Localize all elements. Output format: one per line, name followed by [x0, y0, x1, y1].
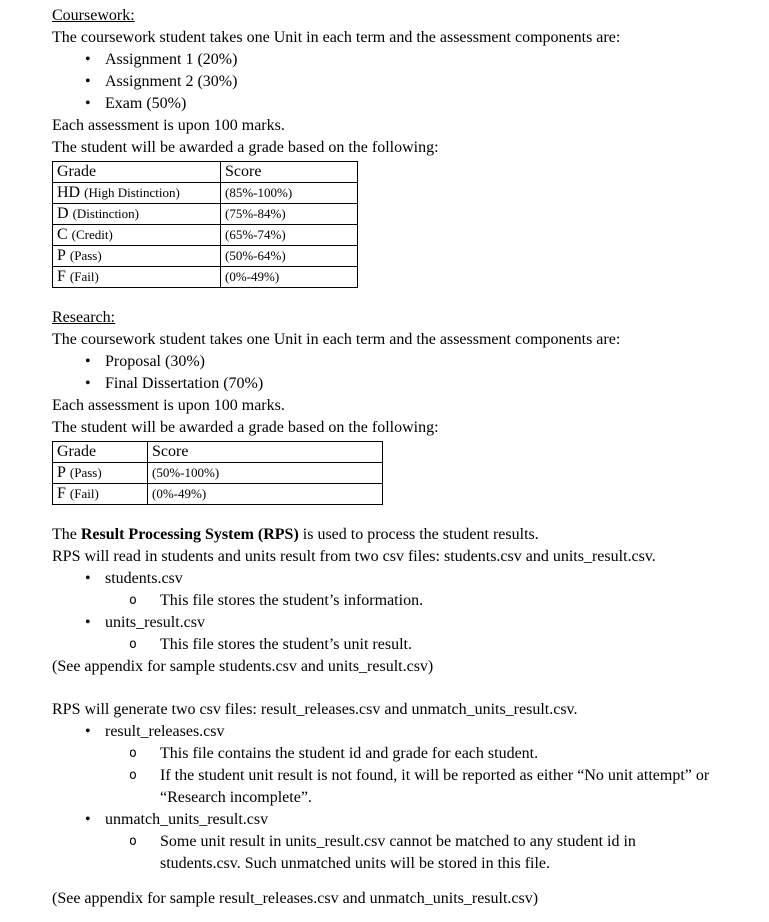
rps-output-files-list [52, 721, 714, 875]
grade-label: (Pass) [69, 465, 102, 480]
score-column-header: Score [148, 442, 383, 463]
file-detail [52, 590, 714, 612]
file-detail [52, 743, 714, 765]
grade-label: (Credit) [71, 227, 113, 242]
research-grade-intro: The student will be awarded a grade based on the following: [52, 419, 439, 436]
file-item [52, 721, 714, 743]
grade-label: (High Distinction) [84, 185, 180, 200]
file-item [52, 809, 714, 831]
coursework-section [52, 5, 714, 288]
file-name: • result_releases.csv [105, 723, 225, 740]
file-name: • unmatch_units_result.csv [105, 811, 269, 828]
grade-label: (Pass) [69, 248, 102, 263]
rps-system-name: Result Processing System (RPS) [80, 526, 299, 543]
table-header-row [53, 162, 358, 183]
coursework-intro: The coursework student takes one Unit in each term and the assessment components are: [52, 29, 621, 46]
grade-cell [53, 183, 221, 204]
coursework-marks-note: Each assessment is upon 100 marks. [52, 117, 285, 134]
grade-letter: F [57, 485, 66, 502]
research-intro: The coursework student takes one Unit in each term and the assessment components are: [52, 331, 621, 348]
grade-label: (Distinction) [72, 206, 139, 221]
score-cell: (0%-49%) [221, 267, 358, 288]
grade-letter: HD [57, 184, 81, 201]
rps-intro-suffix: is used to process the student results. [298, 526, 539, 543]
bullet-text: • Final Dissertation (70%) [105, 375, 264, 392]
bullet-item [52, 93, 714, 115]
grade-cell [53, 225, 221, 246]
bullet-item [52, 49, 714, 71]
research-heading: Research: [52, 309, 116, 326]
bullet-item [52, 373, 714, 395]
coursework-heading: Coursework: [52, 7, 135, 24]
appendix-note-2: (See appendix for sample result_releases.csv and unmatch_units_result.csv) [52, 890, 539, 907]
bullet-item [52, 351, 714, 373]
grade-column-header: Grade [53, 442, 148, 463]
grade-cell [53, 267, 221, 288]
score-cell: (50%-64%) [221, 246, 358, 267]
table-row [53, 267, 358, 288]
score-cell: (75%-84%) [221, 204, 358, 225]
file-detail-text: o This file stores the student’s unit result. [160, 636, 412, 653]
rps-section [52, 524, 714, 910]
research-grade-table [52, 441, 383, 505]
file-detail [52, 765, 714, 809]
table-row [53, 484, 383, 505]
bullet-text: • Assignment 2 (30%) [105, 73, 238, 90]
coursework-grade-table [52, 161, 358, 288]
score-cell: (65%-74%) [221, 225, 358, 246]
rps-input-files-list [52, 568, 714, 656]
score-cell: (50%-100%) [148, 463, 383, 484]
file-detail-text: o Some unit result in units_result.csv cannot be matched to any student id in students.csv. Such unmatched units will be stored in this file. [160, 833, 636, 872]
bullet-text: • Assignment 1 (20%) [105, 51, 238, 68]
score-column-header: Score [221, 162, 358, 183]
grade-letter: F [57, 268, 66, 285]
file-name: • students.csv [105, 570, 183, 587]
table-row [53, 183, 358, 204]
table-row [53, 246, 358, 267]
grade-cell [53, 463, 148, 484]
grade-letter: P [57, 247, 66, 264]
grade-column-header: Grade [53, 162, 221, 183]
rps-read-line: RPS will read in students and units result from two csv files: students.csv and units_result.csv. [52, 548, 656, 565]
coursework-grade-intro: The student will be awarded a grade based on the following: [52, 139, 439, 156]
grade-cell [53, 484, 148, 505]
bullet-item [52, 71, 714, 93]
file-detail [52, 634, 714, 656]
coursework-bullet-list [52, 49, 714, 115]
grade-letter: P [57, 464, 66, 481]
file-detail [52, 831, 714, 875]
bullet-text: • Exam (50%) [105, 95, 187, 112]
grade-cell [53, 246, 221, 267]
file-detail-text: o This file contains the student id and grade for each student. [160, 745, 539, 762]
file-item [52, 612, 714, 634]
research-bullet-list [52, 351, 714, 395]
file-detail-text: o This file stores the student’s information. [160, 592, 424, 609]
score-cell: (85%-100%) [221, 183, 358, 204]
score-cell: (0%-49%) [148, 484, 383, 505]
bullet-text: • Proposal (30%) [105, 353, 205, 370]
rps-intro-paragraph [52, 524, 714, 546]
table-row [53, 204, 358, 225]
table-row [53, 225, 358, 246]
research-marks-note: Each assessment is upon 100 marks. [52, 397, 285, 414]
rps-generate-line: RPS will generate two csv files: result_releases.csv and unmatch_units_result.csv. [52, 701, 578, 718]
grade-label: (Fail) [69, 269, 99, 284]
grade-label: (Fail) [69, 486, 99, 501]
appendix-note-1: (See appendix for sample students.csv and units_result.csv) [52, 658, 434, 675]
file-detail-text: o If the student unit result is not found, it will be reported as either “No unit attempt” or “Research incomplete”. [160, 767, 710, 806]
file-name: • units_result.csv [105, 614, 205, 631]
grade-letter: C [57, 226, 68, 243]
table-header-row [53, 442, 383, 463]
rps-intro-prefix: The [52, 526, 81, 543]
research-section [52, 307, 714, 505]
grade-letter: D [57, 205, 69, 222]
grade-cell [53, 204, 221, 225]
table-row [53, 463, 383, 484]
file-item [52, 568, 714, 590]
